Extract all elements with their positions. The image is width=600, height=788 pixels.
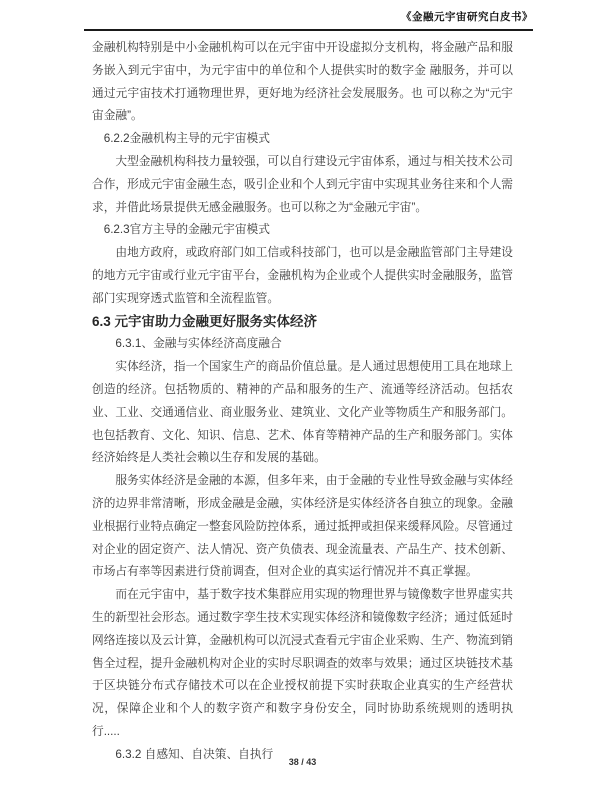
document-body bbox=[92, 37, 513, 767]
body-paragraph: 由地方政府，或政府部门如工信或科技部门，也可以是金融监管部门主导建设的地方元宇宙或行业元宇宙平台，金融机构为企业或个人提供实时金融服务，监管部门实现穿透式监管和全流程监管。 bbox=[92, 246, 513, 305]
section-heading-6-2-2: 6.2.2金融机构主导的元宇宙模式 bbox=[103, 132, 270, 146]
body-paragraph: 大型金融机构科技力量较强，可以自行建设元宇宙体系，通过与相关技术公司合作，形成元宇宙金融生态，吸引企业和个人到元宇宙中实现其业务往来和个人需求，并借此场景提供无感金融服务。也可以称之为“金融元宇宙”。 bbox=[92, 154, 513, 214]
page-number: 38 / 43 bbox=[288, 757, 317, 767]
section-heading-6-3-1: 6.3.1、金融与实体经济高度融合 bbox=[115, 337, 282, 351]
body-paragraph: 而在元宇宙中，基于数字技术集群应用实现的物理世界与镜像数字世界虚实共生的新型社会形态。通过数字孪生技术实现实体经济和镜像数字经济；通过低延时网络连接以及云计算，金融机构可以沉浸式查看元宇宙企业采购、生产、物流到销售全过程，提升金融机构对企业的实时尽职调查的效率与效果；通过区块链技术基于区块链分布式存储技术可以在企业授权前提下实时获取企业真实的生产经营状况，保障企业和个人的数字资产和数字身份安全，同时协助系统规则的透明执行..... bbox=[92, 588, 513, 738]
running-header bbox=[84, 7, 533, 31]
section-heading-6-3-2: 6.3.2 自感知、自决策、自执行 bbox=[115, 747, 274, 761]
body-paragraph: 实体经济，指一个国家生产的商品价值总量。是人通过思想使用工具在地球上创造的经济。包括物质的、精神的产品和服务的生产、流通等经济活动。包括农业、工业、交通通信业、商业服务业、建筑业、文化产业等物质生产和服务部门。也包括教育、文化、知识、信息、艺术、体育等精神产品的生产和服务部门。实体经济始终是人类社会赖以生存和发展的基础。 bbox=[92, 360, 513, 465]
section-heading-6-3: 6.3 元宇宙助力金融更好服务实体经济 bbox=[92, 313, 318, 329]
document-title: 《金融元宇宙研究白皮书》 bbox=[401, 12, 533, 23]
body-paragraph-continuation: 金融机构特别是中小金融机构可以在元宇宙中开设虚拟分支机构，将金融产品和服务嵌入到元宇宙中，为元宇宙中的单位和个人提供实时的数字金 融服务，并可以通过元宇宙技术打通物理世界，更好地为经济社会发展服务。也 可以称之为“元宇宙金融”。 bbox=[92, 41, 513, 123]
body-paragraph: 服务实体经济是金融的本源，但多年来，由于金融的专业性导致金融与实体经济的边界非常清晰，形成金融是金融，实体经济是实体经济各自独立的现象。金融业根据行业特点确定一整套风险防控体系，通过抵押或担保来缓释风险。尽管通过对企业的固定资产、法人情况、资产负债表、现金流量表、产品生产、技术创新、市场占有率等因素进行贷前调查，但对企业的真实运行情况并不真正掌握。 bbox=[92, 474, 513, 579]
section-heading-6-2-3: 6.2.3官方主导的金融元宇宙模式 bbox=[103, 223, 270, 237]
